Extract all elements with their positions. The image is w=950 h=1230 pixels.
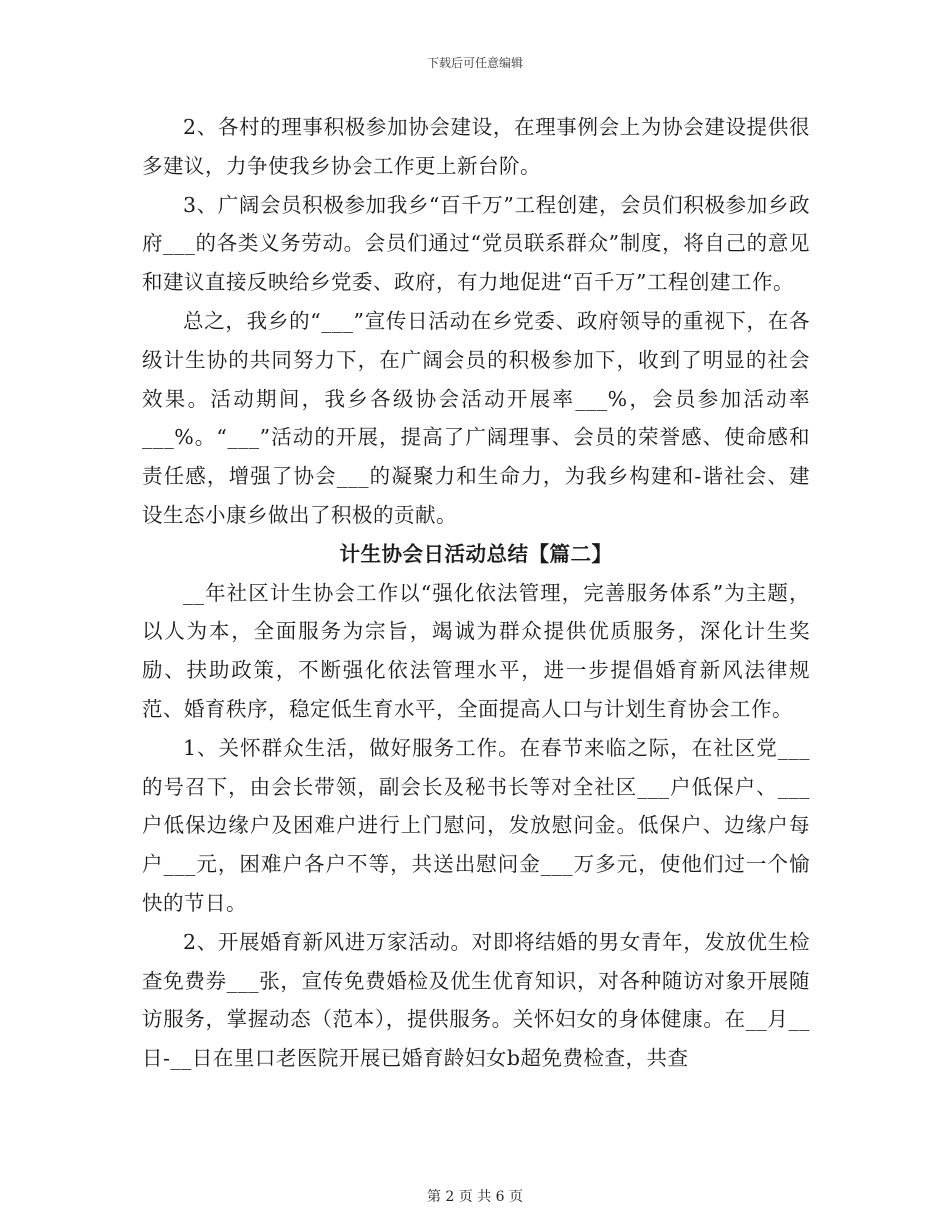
paragraph: __年社区计生协会工作以“强化依法管理，完善服务体系”为主题，以人为本，全面服务为宗旨，竭诚为群众提供优质服务，深化计生奖励、扶助政策，不断强化依法管理水平，进一步提倡婚育新风法律规范、婚育秩序，稳定低生育水平，全面提高人口与计划生育协会工作。	[142, 580, 810, 721]
paragraph: 2、各村的理事积极参加协会建设，在理事例会上为协会建设提供很多建议，力争使我乡协会工作更上新台阶。	[142, 115, 810, 178]
section-heading: 计生协会日活动总结【篇二】	[339, 541, 613, 566]
paragraph: 1、关怀群众生活，做好服务工作。在春节来临之际，在社区党___的号召下，由会长带领，副会长及秘书长等对全社区___户低保户、___户低保边缘户及困难户进行上门慰问，发放慰问金。低保户、边缘户每户___元，困难户各户不等，共送出慰问金___万多元，使他们过一个愉快的节日。	[142, 735, 810, 915]
page-footer: 第 2 页 共 6 页	[426, 1189, 524, 1205]
paragraph: 2、开展婚育新风进万家活动。对即将结婚的男女青年，发放优生检查免费券___张，宣传免费婚检及优生优育知识，对各种随访对象开展随访服务，掌握动态（范本），提供服务。关怀妇女的身体健康。在__月__日-__日在里口老医院开展已婚育龄妇女b超免费检查，共查	[142, 929, 810, 1071]
page-header: 下载后可任意编辑	[426, 56, 523, 70]
document-body	[142, 108, 810, 1078]
paragraph: 3、广阔会员积极参加我乡“百千万”工程创建，会员们积极参加乡政府___的各类义务劳动。会员们通过“党员联系群众”制度，将自己的意见和建议直接反映给乡党委、政府，有力地促进“百千万”工程创建工作。	[142, 192, 810, 295]
paragraph: 总之，我乡的“___”宣传日活动在乡党委、政府领导的重视下，在各级计生协的共同努力下，在广阔会员的积极参加下，收到了明显的社会效果。活动期间，我乡各级协会活动开展率___%，会员参加活动率___%。“___”活动的开展，提高了广阔理事、会员的荣誉感、使命感和责任感，增强了协会___的凝聚力和生命力，为我乡构建和-谐社会、建设生态小康乡做出了积极的贡献。	[142, 308, 810, 527]
